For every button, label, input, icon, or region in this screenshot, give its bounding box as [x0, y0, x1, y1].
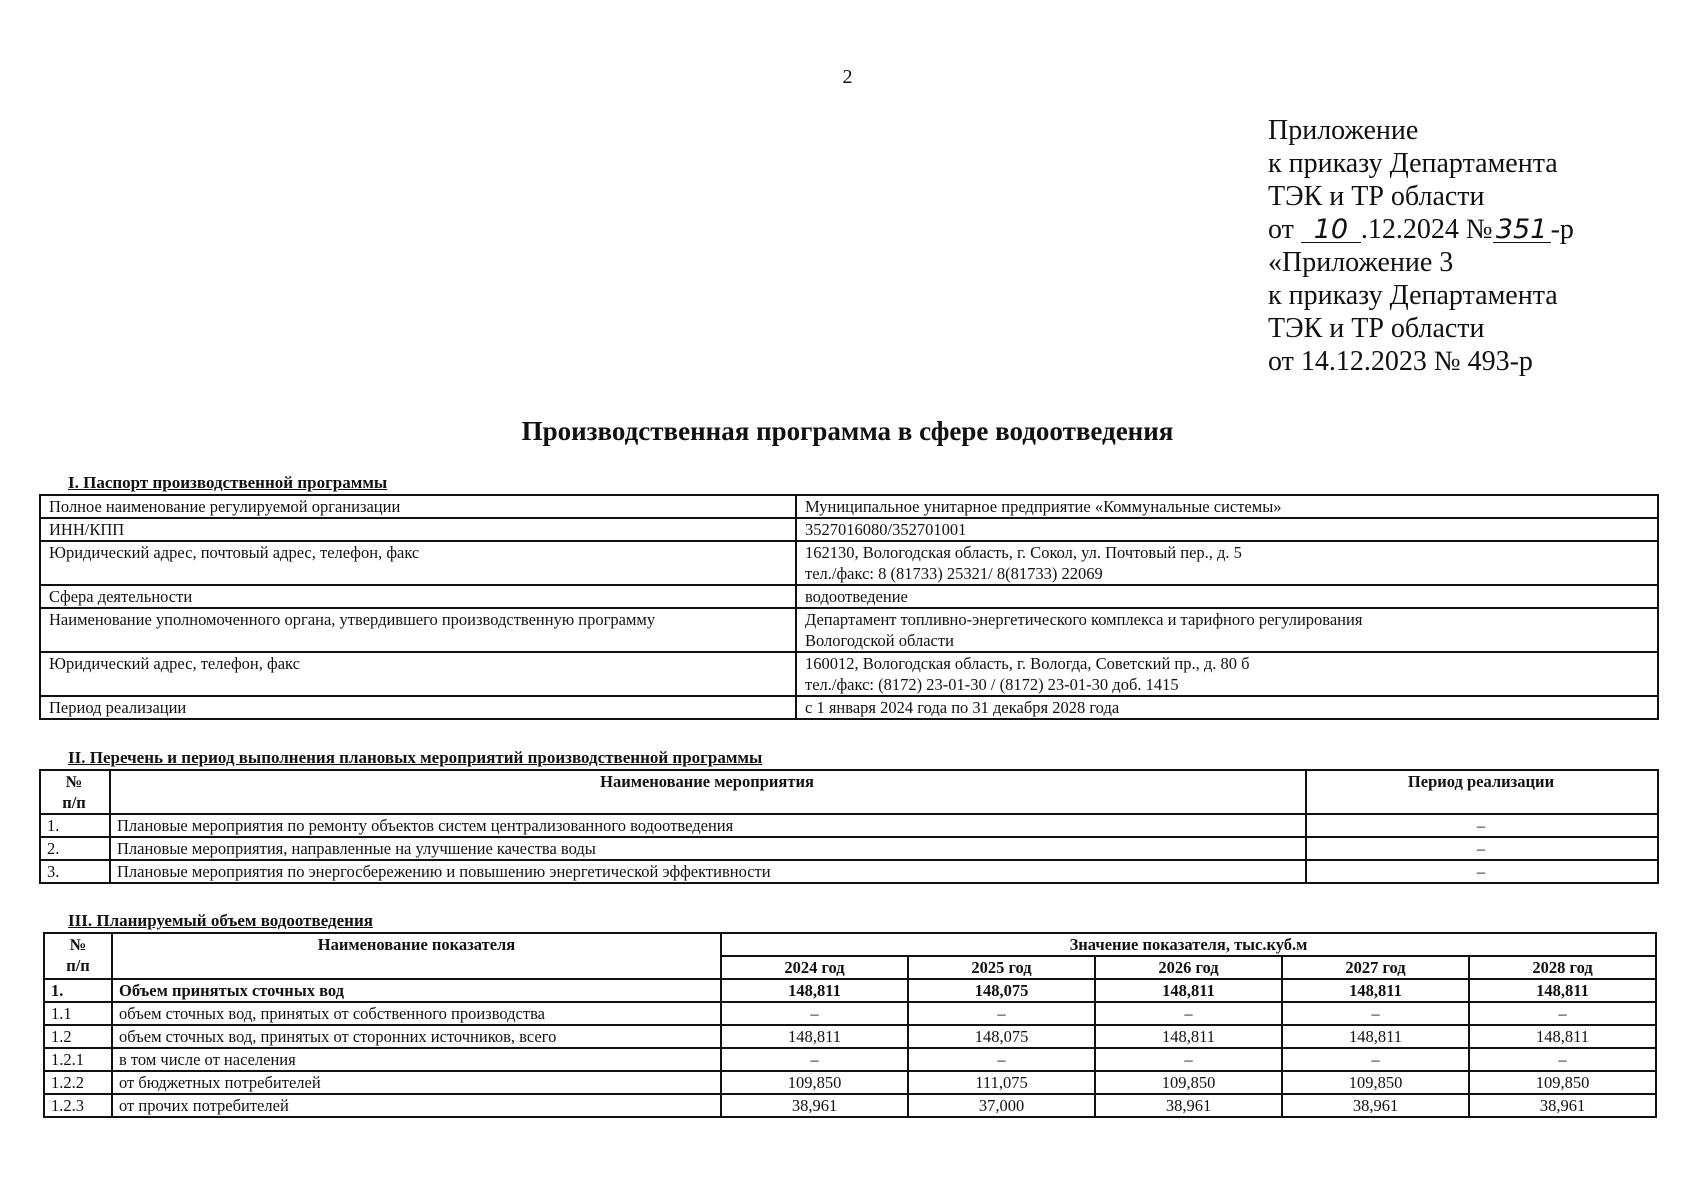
value-cell: – [1282, 1048, 1469, 1071]
value-cell: 111,075 [908, 1071, 1095, 1094]
value-cell: – [1095, 1002, 1282, 1025]
table-row [40, 814, 1658, 837]
value-cell: 148,811 [1469, 979, 1656, 1002]
value-cell: 109,850 [1282, 1071, 1469, 1094]
column-header-year: 2027 год [1282, 956, 1469, 979]
value-cell: – [908, 1002, 1095, 1025]
value-cell: 148,811 [1095, 1025, 1282, 1048]
row-number: 1.2.1 [44, 1048, 112, 1071]
page-number: 2 [842, 66, 853, 88]
appendix-line: ТЭК и ТР области [1268, 313, 1485, 344]
table-header-row [40, 770, 1658, 814]
value-cell: 148,811 [1095, 979, 1282, 1002]
value-cell: – [1469, 1048, 1656, 1071]
table-row [44, 1048, 1656, 1071]
row-number: 2. [40, 837, 110, 860]
value-cell: – [908, 1048, 1095, 1071]
value-cell: – [1095, 1048, 1282, 1071]
value-cell: – [721, 1002, 908, 1025]
column-header-year: 2025 год [908, 956, 1095, 979]
column-header-value-group: Значение показателя, тыс.куб.м [721, 933, 1656, 956]
appendix-line: к приказу Департамента [1268, 280, 1558, 311]
value-cell: 38,961 [721, 1094, 908, 1117]
row-number: 1.1 [44, 1002, 112, 1025]
value-cell: 148,075 [908, 979, 1095, 1002]
table-row [40, 837, 1658, 860]
row-number: 3. [40, 860, 110, 883]
row-number: 1. [44, 979, 112, 1002]
passport-value-line: 162130, Вологодская область, г. Сокол, ул. Почтовый пер., д. 5 [805, 543, 1242, 562]
passport-table [39, 494, 1659, 720]
passport-value [796, 541, 1658, 585]
value-cell: 109,850 [721, 1071, 908, 1094]
passport-value: 3527016080/352701001 [796, 518, 1658, 541]
activities-table [39, 769, 1659, 884]
table-row [44, 979, 1656, 1002]
passport-label: Наименование уполномоченного органа, утвердившего производственную программу [40, 608, 796, 652]
passport-value-line: Департамент топливно-энергетического комплекса и тарифного регулирования [805, 610, 1363, 629]
column-header-year: 2026 год [1095, 956, 1282, 979]
activity-period: – [1306, 837, 1658, 860]
appendix-line: «Приложение 3 [1268, 247, 1454, 278]
row-number: 1. [40, 814, 110, 837]
value-cell: 109,850 [1469, 1071, 1656, 1094]
handwritten-day: 10 [1301, 213, 1361, 246]
table-row [40, 696, 1658, 719]
value-cell: 38,961 [1469, 1094, 1656, 1117]
column-header-name: Наименование мероприятия [110, 770, 1306, 814]
passport-value: Муниципальное унитарное предприятие «Коммунальные системы» [796, 495, 1658, 518]
indicator-name: объем сточных вод, принятых от собственного производства [112, 1002, 721, 1025]
value-cell: – [1282, 1002, 1469, 1025]
value-cell: 38,961 [1282, 1094, 1469, 1117]
indicator-name: Объем принятых сточных вод [112, 979, 721, 1002]
passport-value [796, 608, 1658, 652]
passport-label: Юридический адрес, почтовый адрес, телефон, факс [40, 541, 796, 585]
section-2-title: II. Перечень и период выполнения плановых мероприятий производственной программы [68, 748, 763, 767]
passport-label: ИНН/КПП [40, 518, 796, 541]
row-number: 1.2.2 [44, 1071, 112, 1094]
document-title: Производственная программа в сфере водоотведения [521, 416, 1174, 446]
appendix-order-date-line [1268, 213, 1574, 246]
activity-period: – [1306, 860, 1658, 883]
indicator-name: в том числе от населения [112, 1048, 721, 1071]
value-cell: 148,811 [1282, 979, 1469, 1002]
table-row [44, 1002, 1656, 1025]
passport-value-line: 160012, Вологодская область, г. Вологда, Советский пр., д. 80 б [805, 654, 1250, 673]
section-1-title: I. Паспорт производственной программы [68, 473, 388, 492]
activity-name: Плановые мероприятия по ремонту объектов систем централизованного водоотведения [110, 814, 1306, 837]
passport-value-line: Вологодской области [805, 631, 954, 650]
table-row [40, 541, 1658, 585]
value-cell: – [721, 1048, 908, 1071]
section-3-title: III. Планируемый объем водоотведения [68, 911, 373, 930]
indicator-name: объем сточных вод, принятых от сторонних источников, всего [112, 1025, 721, 1048]
table-row [44, 1094, 1656, 1117]
column-header-year: 2024 год [721, 956, 908, 979]
appendix-middle: .12.2024 № [1360, 214, 1493, 245]
passport-value-line: тел./факс: (8172) 23-01-30 / (8172) 23-01-30 доб. 1415 [805, 675, 1179, 694]
appendix-block [1268, 114, 1574, 378]
column-header-number: № п/п [44, 933, 112, 979]
value-cell: – [1469, 1002, 1656, 1025]
table-row [40, 585, 1658, 608]
value-cell: 37,000 [908, 1094, 1095, 1117]
indicator-name: от прочих потребителей [112, 1094, 721, 1117]
table-row [40, 518, 1658, 541]
value-cell: 38,961 [1095, 1094, 1282, 1117]
passport-label: Сфера деятельности [40, 585, 796, 608]
table-row [40, 860, 1658, 883]
column-header-number: № п/п [40, 770, 110, 814]
table-header-row [44, 933, 1656, 956]
appendix-line: Приложение [1268, 115, 1419, 146]
passport-value [796, 652, 1658, 696]
table-row [40, 652, 1658, 696]
value-cell: 148,811 [1282, 1025, 1469, 1048]
passport-value: с 1 января 2024 года по 31 декабря 2028 года [796, 696, 1658, 719]
table-row [40, 608, 1658, 652]
column-header-period: Период реализации [1306, 770, 1658, 814]
value-cell: 148,811 [721, 979, 908, 1002]
activity-name: Плановые мероприятия по энергосбережению и повышению энергетической эффективности [110, 860, 1306, 883]
value-cell: 148,811 [1469, 1025, 1656, 1048]
volume-table [43, 932, 1657, 1118]
passport-value: водоотведение [796, 585, 1658, 608]
appendix-line: к приказу Департамента [1268, 148, 1558, 179]
column-header-indicator: Наименование показателя [112, 933, 721, 979]
passport-label: Период реализации [40, 696, 796, 719]
passport-label: Полное наименование регулируемой организации [40, 495, 796, 518]
value-cell: 109,850 [1095, 1071, 1282, 1094]
table-row [40, 495, 1658, 518]
row-number: 1.2 [44, 1025, 112, 1048]
passport-label: Юридический адрес, телефон, факс [40, 652, 796, 696]
appendix-line: ТЭК и ТР области [1268, 181, 1485, 212]
appendix-suffix: -р [1550, 214, 1574, 245]
appendix-prefix: от [1268, 214, 1294, 245]
value-cell: 148,075 [908, 1025, 1095, 1048]
row-number: 1.2.3 [44, 1094, 112, 1117]
column-header-year: 2028 год [1469, 956, 1656, 979]
activity-name: Плановые мероприятия, направленные на улучшение качества воды [110, 837, 1306, 860]
handwritten-order-number: 351 [1493, 213, 1551, 246]
appendix-line: от 14.12.2023 № 493-р [1268, 346, 1533, 377]
table-row [44, 1071, 1656, 1094]
table-row [44, 1025, 1656, 1048]
activity-period: – [1306, 814, 1658, 837]
passport-value-line: тел./факс: 8 (81733) 25321/ 8(81733) 22069 [805, 564, 1103, 583]
value-cell: 148,811 [721, 1025, 908, 1048]
indicator-name: от бюджетных потребителей [112, 1071, 721, 1094]
